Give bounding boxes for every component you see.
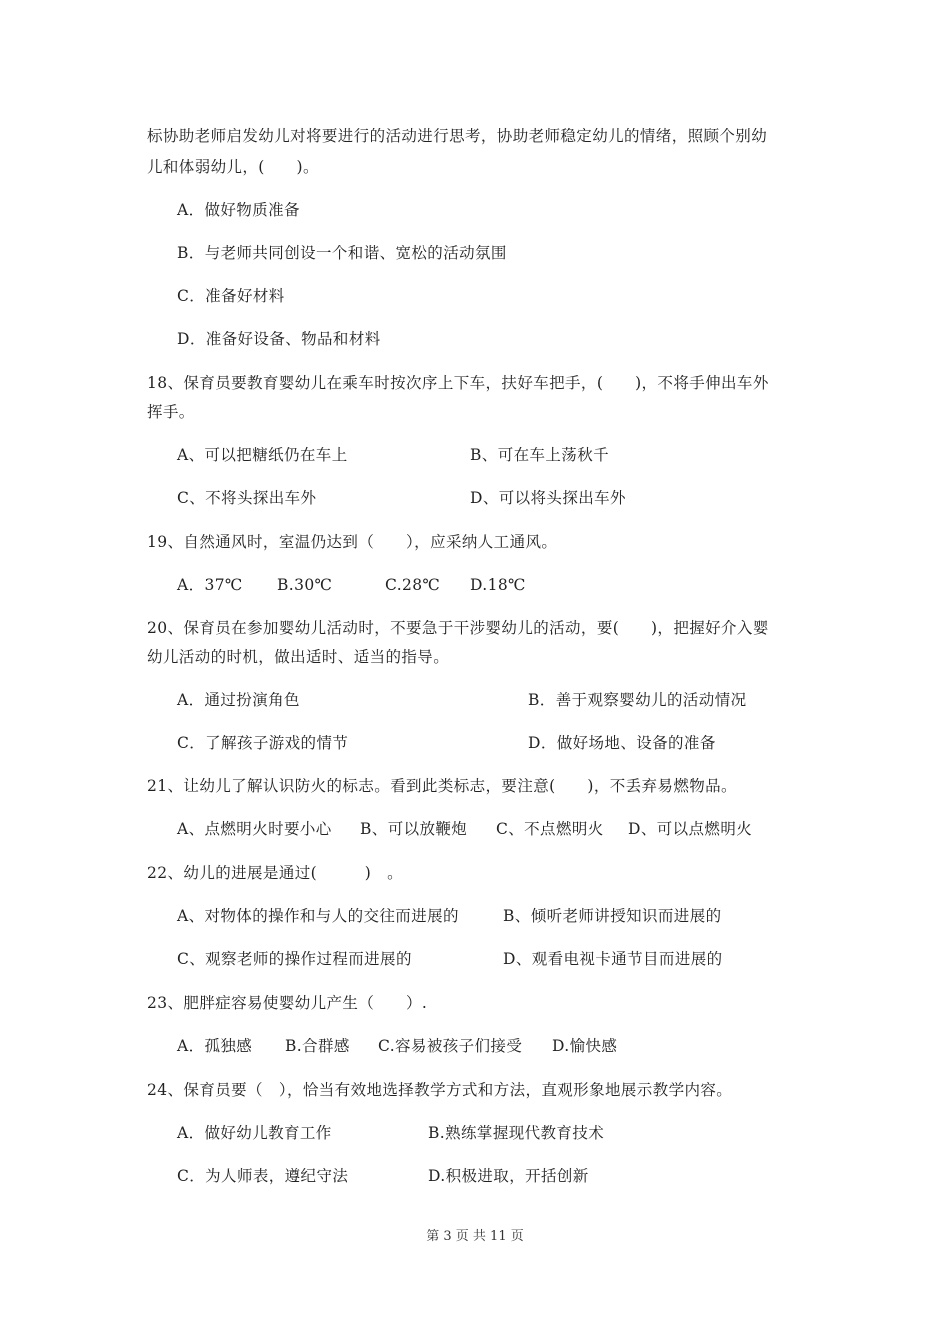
option-a: A．37℃ (177, 576, 243, 594)
option-c: C．为人师表，遵纪守法 (177, 1167, 349, 1185)
question-20-text: 20、保育员在参加婴幼儿活动时，不要急于干涉婴幼儿的活动，要( )，把握好介入婴 (147, 619, 769, 637)
option-a: A、对物体的操作和与人的交往而进展的 (177, 907, 459, 925)
option-d: D．准备好设备、物品和材料 (177, 330, 381, 348)
question-text-line: 儿和体弱幼儿，( )。 (147, 158, 319, 176)
option-c: C、不将头探出车外 (177, 489, 317, 507)
question-18-text: 挥手。 (147, 403, 195, 421)
option-d: D、可以将头探出车外 (470, 489, 626, 507)
question-24-text: 24、保育员要（ ），恰当有效地选择教学方式和方法，直观形象地展示教学内容。 (147, 1081, 733, 1099)
option-a: A．做好物质准备 (177, 201, 300, 219)
question-23-text: 23、肥胖症容易使婴幼儿产生（ ）. (147, 994, 428, 1012)
option-c: C、不点燃明火 (496, 820, 604, 838)
option-d: D.积极进取，开括创新 (428, 1167, 589, 1185)
option-d: D.18℃ (470, 576, 526, 594)
option-a: A．通过扮演角色 (177, 691, 300, 709)
option-c: C.28℃ (385, 576, 441, 594)
question-21-text: 21、让幼儿了解认识防火的标志。看到此类标志，要注意( )，不丢弃易燃物品。 (147, 777, 737, 795)
question-18-text: 18、保育员要教育婴幼儿在乘车时按次序上下车，扶好车把手，( )，不将手伸出车外 (147, 374, 769, 392)
question-19-text: 19、自然通风时，室温仍达到（ ），应采纳人工通风。 (147, 533, 558, 551)
option-a: A．做好幼儿教育工作 (177, 1124, 332, 1142)
question-20-text: 幼儿活动的时机，做出适时、适当的指导。 (147, 648, 450, 666)
option-c: C．了解孩子游戏的情节 (177, 734, 349, 752)
option-a: A．孤独感 (177, 1037, 253, 1055)
option-d: D．做好场地、设备的准备 (528, 734, 716, 752)
option-d: D、可以点燃明火 (628, 820, 753, 838)
option-b: B．与老师共同创设一个和谐、宽松的活动氛围 (177, 244, 507, 262)
option-a: A、可以把糖纸仍在车上 (177, 446, 348, 464)
option-b: B、可在车上荡秋千 (470, 446, 609, 464)
option-a: A、点燃明火时要小心 (177, 820, 332, 838)
option-c: C、观察老师的操作过程而进展的 (177, 950, 412, 968)
option-b: B.30℃ (277, 576, 333, 594)
option-b: B、可以放鞭炮 (360, 820, 468, 838)
option-d: D、观看电视卡通节目而进展的 (503, 950, 723, 968)
option-b: B.合群感 (285, 1037, 350, 1055)
option-b: B、倾听老师讲授知识而进展的 (503, 907, 722, 925)
question-22-text: 22、幼儿的进展是通过( ) 。 (147, 864, 404, 882)
question-text-line: 标协助老师启发幼儿对将要进行的活动进行思考，协助老师稳定幼儿的情绪，照顾个别幼 (147, 127, 768, 145)
option-c: C．准备好材料 (177, 287, 285, 305)
option-d: D.愉快感 (552, 1037, 618, 1055)
option-c: C.容易被孩子们接受 (378, 1037, 523, 1055)
option-b: B．善于观察婴幼儿的活动情况 (528, 691, 747, 709)
page-number: 第 3 页 共 11 页 (426, 1229, 524, 1244)
option-b: B.熟练掌握现代教育技术 (428, 1124, 605, 1142)
